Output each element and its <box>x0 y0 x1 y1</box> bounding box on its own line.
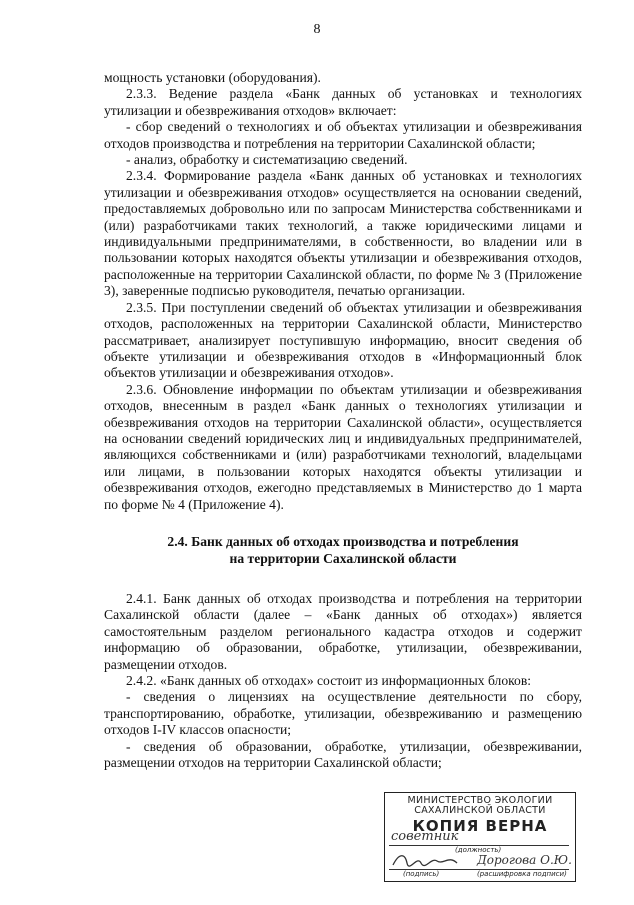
section-title <box>104 533 582 567</box>
stamp-copy-certified: КОПИЯ ВЕРНА <box>412 817 548 835</box>
position-caption: (должность) <box>455 846 502 854</box>
section-title-line1: 2.4. Банк данных об отходах производства и потребления <box>167 533 519 549</box>
paragraph: 2.3.4. Формирование раздела «Банк данных об установках и технологиях утилизации и обезвреживания отходов» осуществляется на основании сведений, предоставляемых добровольно или по запросам Министерства собственниками и (или) разработчиками таких технологий, а также юридическими лицами и индивидуальными предпринимателями, в собственности, во владении или в пользовании которых находятся объекты утилизации и обезвреживания отходов, расположенные на территории Сахалинской области, по форме № 3 (Приложение 3), заверенные подписью руководителя, печатью организации. <box>104 168 582 299</box>
paragraph: 2.3.6. Обновление информации по объектам утилизации и обезвреживания отходов, внесенным в раздел «Банк данных о технологиях утилизации и обезвреживания отходов на территории Сахалинской области», осуществляется на основании сведений юридических лиц и индивидуальных предпринимателей, являющихся собственниками и (или) разработчиками технологий, владельцами или лицами, в пользовании которых находятся объекты утилизации и обезвреживания отходов, ежегодно представляемых в Министерство до 1 марта по форме № 4 (Приложение 4). <box>104 381 582 512</box>
stamp-region: САХАЛИНСКОЙ ОБЛАСТИ <box>414 805 546 816</box>
paragraph: 2.3.3. Ведение раздела «Банк данных об установках и технологиях утилизации и обезвреживания отходов» включает: <box>104 86 582 118</box>
handwritten-name: Дорогова О.Ю. <box>477 853 572 867</box>
paragraph: - анализ, обработку и систематизацию сведений. <box>126 152 408 168</box>
stamp-ministry: МИНИСТЕРСТВО ЭКОЛОГИИ <box>407 795 553 806</box>
signature-mark <box>391 851 461 871</box>
paragraph: 2.3.5. При поступлении сведений об объектах утилизации и обезвреживания отходов, расположенных на территории Сахалинской области, Министерство рассматривает, анализирует поступившую информацию, вносит сведения об объекте утилизации и обезвреживания отходов в «Информационный блок объектов утилизации и обезвреживания отходов». <box>104 299 582 381</box>
paragraph: мощность установки (оборудования). <box>104 70 321 85</box>
paragraph: - сведения о лицензиях на осуществление деятельности по сбору, транспортированию, обработке, утилизации, обезвреживанию и размещению отходов I-IV классов опасности; <box>104 689 582 738</box>
document-body <box>104 70 582 771</box>
paragraph: - сбор сведений о технологиях и об объектах утилизации и обезвреживания отходов производства и потребления на территории Сахалинской области; <box>104 119 582 151</box>
signature-caption: (подпись) <box>403 870 440 878</box>
paragraph: - сведения об образовании, обработке, утилизации, обезвреживании, размещении отходов на территории Сахалинской области; <box>104 738 582 771</box>
page-number: 8 <box>313 22 321 37</box>
paragraph: 2.4.1. Банк данных об отходах производства и потребления на территории Сахалинской области (далее – «Банк данных об отходах») является самостоятельным разделом регионального кадастра отходов и содержит информацию об образовании, обработке, утилизации, обезвреживании, размещении отходов. <box>104 590 582 672</box>
certification-stamp <box>384 792 576 882</box>
handwritten-position: советник <box>391 829 459 844</box>
decode-caption: (расшифровка подписи) <box>477 870 567 878</box>
paragraph: 2.4.2. «Банк данных об отходах» состоит из информационных блоков: <box>126 673 532 688</box>
section-title-line2: на территории Сахалинской области <box>229 550 457 566</box>
